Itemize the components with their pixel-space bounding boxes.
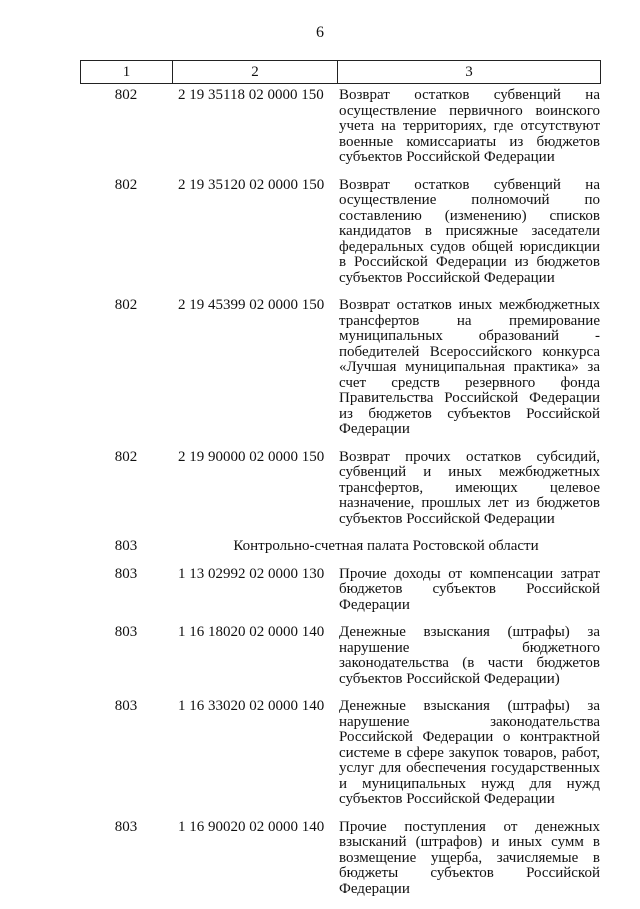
income-description: Денежные взыскания (штрафы) за нарушение бюджетного законодательства (в части бюджетов субъектов Российской Федерации) (339, 624, 600, 687)
table-row (80, 625, 600, 687)
income-description: Денежные взыскания (штрафы) за нарушение законодательства Российской Федерации о контрактной системе в сфере закупок товаров, работ, услуг для обеспечения государственных и муниципальных нужд для нужд субъектов Российской Федерации (339, 698, 600, 807)
table-header (80, 60, 601, 84)
table-row-section (80, 539, 600, 555)
income-description: Возврат остатков субвенций на осуществление первичного воинского учета на территориях, где отсутствуют военные комиссариаты из бюджетов субъектов Российской Федерации (339, 87, 600, 165)
budget-code: 1 13 02992 02 0000 130 (178, 565, 325, 582)
budget-code: 2 19 90000 02 0000 150 (178, 448, 325, 465)
admin-code: 802 (114, 297, 138, 313)
income-description: Возврат остатков иных межбюджетных трансфертов на премирование муниципальных образований - победителей Всероссийского конкурса «Лучшая муниципальная практика» за счет средств резервного фонда Правительства Российской Федерации из бюджетов субъектов Российской Федерации (339, 297, 600, 437)
budget-code: 2 19 45399 02 0000 150 (178, 297, 325, 313)
column-header-3: 3 (338, 61, 601, 84)
table-row (80, 88, 600, 166)
admin-code: 803 (114, 698, 138, 714)
table-row (80, 567, 600, 614)
admin-code: 803 (114, 624, 138, 640)
admin-code: 802 (114, 87, 138, 103)
admin-code: 802 (114, 448, 138, 465)
income-description: Прочие доходы от компенсации затрат бюджетов субъектов Российской Федерации (339, 565, 600, 613)
table-row (80, 450, 600, 528)
budget-code: 1 16 18020 02 0000 140 (178, 624, 325, 640)
budget-code: 2 19 35120 02 0000 150 (178, 176, 325, 193)
table-row (80, 298, 600, 438)
section-title: Контрольно-счетная палата Ростовской области (233, 538, 539, 554)
budget-code: 1 16 90020 02 0000 140 (178, 818, 325, 835)
column-header-2: 2 (173, 61, 338, 84)
table-row (80, 699, 600, 808)
admin-code: 802 (114, 176, 138, 193)
admin-code: 803 (114, 538, 138, 554)
page-number: 6 (316, 24, 324, 41)
budget-code: 1 16 33020 02 0000 140 (178, 698, 325, 714)
table-body (80, 88, 600, 909)
income-description: Возврат остатков субвенций на осуществление полномочий по составлению (изменению) списков кандидатов в присяжные заседатели федеральных судов общей юрисдикции в Российской Федерации из бюджетов субъектов Российской Федерации (339, 176, 600, 286)
admin-code: 803 (114, 565, 138, 582)
column-header-1: 1 (81, 61, 173, 84)
table-row (80, 820, 600, 898)
income-description: Возврат прочих остатков субсидий, субвенций и иных межбюджетных трансфертов, имеющих целевое назначение, прошлых лет из бюджетов субъектов Российской Федерации (339, 448, 600, 527)
budget-code: 2 19 35118 02 0000 150 (178, 87, 324, 103)
table-row (80, 178, 600, 287)
income-description: Прочие поступления от денежных взысканий (штрафов) и иных сумм в возмещение ущерба, зачисляемые в бюджеты субъектов Российской Федерации (339, 818, 600, 897)
admin-code: 803 (114, 818, 138, 835)
